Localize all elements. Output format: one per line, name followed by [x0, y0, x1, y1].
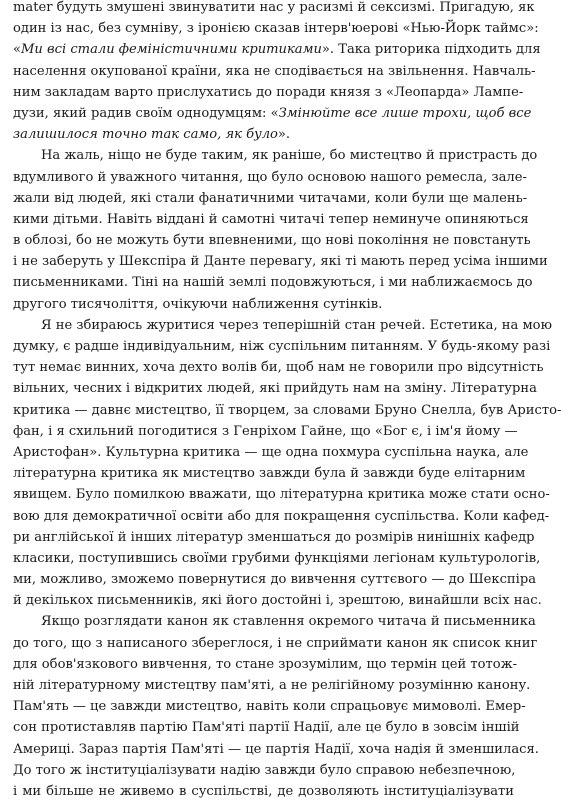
text-line — [13, 0, 535, 18]
text-line — [13, 209, 529, 230]
italic-text: Ми всі стали феміністичними критиками — [21, 42, 322, 58]
text-segment: літературна критика як мистецтво завжди була й завжди буде елітарним — [13, 466, 526, 482]
text-segment: Пам'ять — це завжди мистецтво, навіть коли спрацьовує мимоволі. Емер- — [13, 699, 526, 715]
text-line — [13, 696, 526, 717]
text-segment: явищем. Було помилкою вважати, що літературна критика може стати осно- — [13, 487, 550, 503]
text-segment: Якщо розглядати канон як ставлення окремого читача й письменника — [41, 614, 536, 630]
text-line — [13, 633, 538, 654]
text-segment: населення окупованої країни, яка не сподівається на звільнення. Навчаль- — [13, 63, 536, 79]
paragraph — [13, 145, 548, 315]
text-line — [13, 315, 552, 336]
text-segment: Аристофан». Культурна критика — ще одна похмура суспільна наука, але — [13, 444, 529, 460]
text-line — [13, 484, 550, 505]
text-line — [13, 336, 551, 357]
text-line — [13, 82, 524, 103]
text-segment: в облозі, бо не можуть бути впевненими, що нові покоління не повстануть — [13, 233, 531, 249]
text-line — [13, 569, 537, 590]
text-segment: ним закладам варто прислухатись до поради князя з «Леопарда» Лампе- — [13, 84, 524, 100]
text-line — [13, 39, 541, 60]
text-line — [13, 760, 514, 781]
text-line — [13, 400, 561, 421]
text-line — [13, 463, 526, 484]
text-segment: жали від людей, які стали фанатичними читачами, коли були ще малень- — [13, 190, 528, 206]
text-segment: сон протиставляв партію Пам'яті партії Надії, але це було в зовсім іншій — [13, 720, 520, 736]
text-segment: один із нас, без сумніву, з іронією сказав інтерв'юерові «Нью-Йорк таймс»: — [13, 21, 539, 37]
text-segment: другого тисячоліття, очікуючи наближення сутінків. — [13, 296, 383, 312]
text-segment: кими дітьми. Навіть віддані й самотні читачі тепер неминуче опиняються — [13, 211, 529, 227]
text-segment: mater будуть змушені звинуватити нас у расизмі й сексизмі. Пригадую, як — [13, 0, 535, 15]
text-line — [13, 506, 550, 527]
text-segment: і не заберуть у Шекспіра й Данте перевагу, які ті мають перед усіма іншими — [13, 254, 548, 270]
text-line — [13, 103, 532, 124]
text-segment: ній літературному мистецтву пам'яті, а не релігійному розумінню канону. — [13, 678, 531, 693]
text-segment: До того ж інституціалізувати надію завжди було справою небезпечною, — [13, 762, 516, 778]
text-segment: думку, є радше індивідуальним, ніж суспільним питанням. У будь-якому разі — [13, 339, 551, 354]
paragraph — [13, 611, 539, 802]
text-line — [13, 272, 533, 293]
text-segment: фан, і я схильний погодитися з Генріхом Гайне, що «Бог є, і ім'я йому — — [13, 423, 518, 439]
text-segment: і ми більше не живемо в суспільстві, де дозволяють інституціалізувати — [13, 783, 514, 799]
text-segment: ». Така риторика підходить для — [321, 42, 541, 58]
text-line — [13, 251, 548, 272]
text-segment: дузи, який радив своїм однодумцям: « — [13, 105, 279, 121]
text-segment: вільних, чесних і відкритих людей, які прийдуть нам на зміну. Літературна — [13, 381, 537, 397]
text-line — [13, 590, 542, 611]
text-line — [13, 18, 539, 39]
text-segment: вдумливого й уважного читання, що було основою нашого ремесла, зале- — [13, 169, 527, 185]
text-line — [13, 188, 528, 209]
text-segment: ри англійської й інших літератур зменшаться до розмірів нинішніх кафедр — [13, 529, 535, 545]
text-segment: « — [13, 42, 22, 58]
text-line — [13, 611, 536, 632]
text-segment: критика — давнє мистецтво, її творцем, за словами Бруно Снелла, був Аристо- — [13, 402, 561, 418]
text-line — [13, 527, 535, 548]
italic-text: Змінюйте все лише трохи, щоб все — [278, 105, 532, 121]
body-text — [13, 0, 561, 802]
text-segment: тут немає винних, хоча дехто волів би, щоб нам не говорили про відсутність — [13, 360, 544, 376]
text-line — [13, 548, 541, 569]
text-line — [13, 167, 527, 188]
text-segment: На жаль, ніщо не буде таким, як раніше, бо мистецтво й пристрасть до — [41, 148, 538, 164]
text-segment: письменниками. Тіні на нашій землі подовжуються, і ми наближаємось до — [13, 275, 533, 291]
text-segment: Я не збираюсь журитися через теперішній стан речей. Естетика, на мою — [41, 317, 552, 333]
text-line — [13, 294, 514, 315]
text-line — [13, 230, 531, 251]
text-line — [13, 654, 518, 675]
text-line — [13, 717, 520, 738]
text-line — [13, 145, 538, 166]
text-line — [13, 675, 531, 696]
text-segment: до того, що з написаного збереглося, і не сприймати канон як список книг — [13, 635, 538, 651]
text-line — [13, 739, 539, 760]
text-segment: Америці. Зараз партія Пам'яті — це партія Надії, хоча надія й зменшилася. — [13, 741, 539, 757]
text-segment: вою для демократичної освіти або для покращення суспільства. Коли кафед- — [13, 508, 550, 524]
text-segment: для обов'язкового вивчення, то стане зрозумілим, що термін цей тотож- — [13, 656, 518, 672]
text-line — [13, 781, 514, 802]
text-line — [13, 442, 529, 463]
text-line — [13, 357, 544, 378]
text-segment: класики, поступившись своїми грубими функціями легіонам культурологів, — [13, 550, 541, 566]
text-line — [13, 378, 537, 399]
paragraph — [13, 315, 561, 612]
text-segment: ми, можливо, зможемо повернутися до вивчення суттєвого — до Шекспіра — [13, 572, 537, 588]
text-segment: ». — [277, 127, 291, 143]
text-line — [13, 61, 536, 82]
text-line — [13, 124, 514, 145]
italic-text: залишилося точно так само, як було — [13, 127, 278, 143]
paragraph — [13, 0, 541, 145]
text-segment: й декількох письменників, які його достойні і, зрештою, винайшли всіх нас. — [13, 593, 542, 609]
text-line — [13, 421, 518, 442]
